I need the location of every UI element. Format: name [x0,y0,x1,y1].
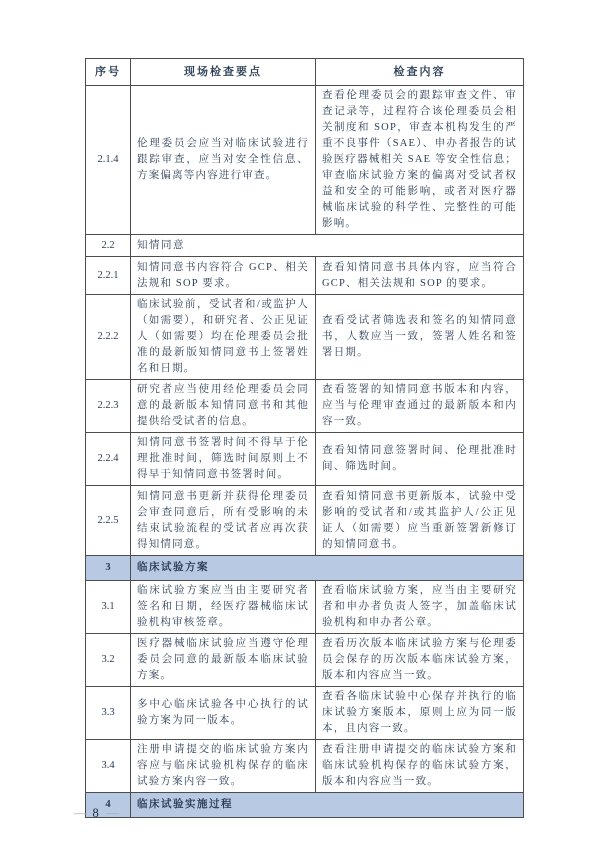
cell-content: 查看知情同意书更新版本，试验中受影响的受试者和/或其监护人/公正见证人（如需要）应当重新签署新修订的知情同意书。 [316,486,524,556]
table-row-3-1 [86,581,524,634]
table-row-3-4 [86,740,524,793]
cell-serial: 3.1 [86,581,131,634]
cell-serial: 2.2.1 [86,257,131,295]
cell-content: 查看临床试验方案，应当由主要研究者和申办者负责人签字，加盖临床试验机构和申办者公章。 [316,581,524,634]
cell-section-title: 临床试验实施过程 [131,793,524,818]
cell-content: 查看注册申请提交的临床试验方案和临床试验机构保存的临床试验方案，版本和内容应当一致。 [316,740,524,793]
cell-subsection-title: 知情同意 [131,235,524,257]
table-row-2-2 [86,235,524,257]
page-number-dash-right: — [106,806,120,820]
cell-checkpoint: 知情同意书签署时间不得早于伦理批准时间，筛选时间原则上不得早于知情同意书签署时间。 [131,433,316,486]
page-number-dash-left: — [74,806,87,820]
cell-serial: 2.2.2 [86,295,131,380]
header-cell-serial: 序号 [86,59,131,86]
cell-serial: 3 [86,556,131,581]
table-row-2-2-5 [86,486,524,556]
inspection-table [85,58,524,818]
cell-checkpoint: 临床试验前，受试者和/或监护人（如需要），和研究者、公正见证人（如需要）均在伦理委员会批准的最新版知情同意书上签署姓名和日期。 [131,295,316,380]
page-number [74,804,119,822]
cell-serial: 3.3 [86,687,131,740]
cell-checkpoint: 医疗器械临床试验应当遵守伦理委员会同意的最新版本临床试验方案。 [131,634,316,687]
cell-section-title: 临床试验方案 [131,556,524,581]
cell-checkpoint: 临床试验方案应当由主要研究者签名和日期，经医疗器械临床试验机构审核签章。 [131,581,316,634]
header-cell-content: 检查内容 [316,59,524,86]
section-row-4 [86,793,524,818]
header-cell-checkpoint: 现场检查要点 [131,59,316,86]
cell-content: 查看各临床试验中心保存并执行的临床试验方案版本，原则上应为同一版本，且内容一致。 [316,687,524,740]
table-row-2-2-2 [86,295,524,380]
cell-content: 查看历次版本临床试验方案与伦理委员会保存的历次版本临床试验方案，版本和内容应当一致。 [316,634,524,687]
cell-content: 查看签署的知情同意书版本和内容，应当与伦理审查通过的最新版本和内容一致。 [316,380,524,433]
table-row-3-3 [86,687,524,740]
cell-checkpoint: 多中心临床试验各中心执行的试验方案为同一版本。 [131,687,316,740]
cell-checkpoint: 研究者应当使用经伦理委员会同意的最新版本知情同意书和其他提供给受试者的信息。 [131,380,316,433]
table-row-2-2-4 [86,433,524,486]
cell-serial: 2.2.4 [86,433,131,486]
table-header-row [86,59,524,86]
cell-checkpoint: 知情同意书更新并获得伦理委员会审查同意后，所有受影响的未结束试验流程的受试者应再次获得知情同意。 [131,486,316,556]
table-row-2-1-4 [86,86,524,235]
cell-content: 查看伦理委员会的跟踪审查文件、审查记录等，过程符合该伦理委员会相关制度和 SOP，审查本机构发生的严重不良事件（SAE）、申办者报告的试验医疗器械相关 SAE 等安全性信息；审查临床试验方案的偏离对受试者权益和安全的可能影响，或者对医疗器械临床试验的科学性、完整性的可能影响。 [316,86,524,235]
table-row-2-2-3 [86,380,524,433]
cell-serial: 2.2.3 [86,380,131,433]
table-row-2-2-1 [86,257,524,295]
cell-checkpoint: 知情同意书内容符合 GCP、相关法规和 SOP 要求。 [131,257,316,295]
cell-content: 查看知情同意签署时间、伦理批准时间、筛选时间。 [316,433,524,486]
cell-serial: 2.2.5 [86,486,131,556]
section-row-3 [86,556,524,581]
cell-serial: 3.2 [86,634,131,687]
cell-checkpoint: 伦理委员会应当对临床试验进行跟踪审查，应当对安全性信息、方案偏离等内容进行审查。 [131,86,316,235]
cell-checkpoint: 注册申请提交的临床试验方案内容应与临床试验机构保存的临床试验方案内容一致。 [131,740,316,793]
cell-content: 查看知情同意书具体内容，应当符合 GCP、相关法规和 SOP 的要求。 [316,257,524,295]
cell-serial: 3.4 [86,740,131,793]
cell-serial: 2.1.4 [86,86,131,235]
cell-content: 查看受试者筛选表和签名的知情同意书，人数应当一致，签署人姓名和签署日期。 [316,295,524,380]
page-number-value: 8 [92,806,101,820]
cell-serial: 4 [86,793,131,818]
table-row-3-2 [86,634,524,687]
cell-serial: 2.2 [86,235,131,257]
